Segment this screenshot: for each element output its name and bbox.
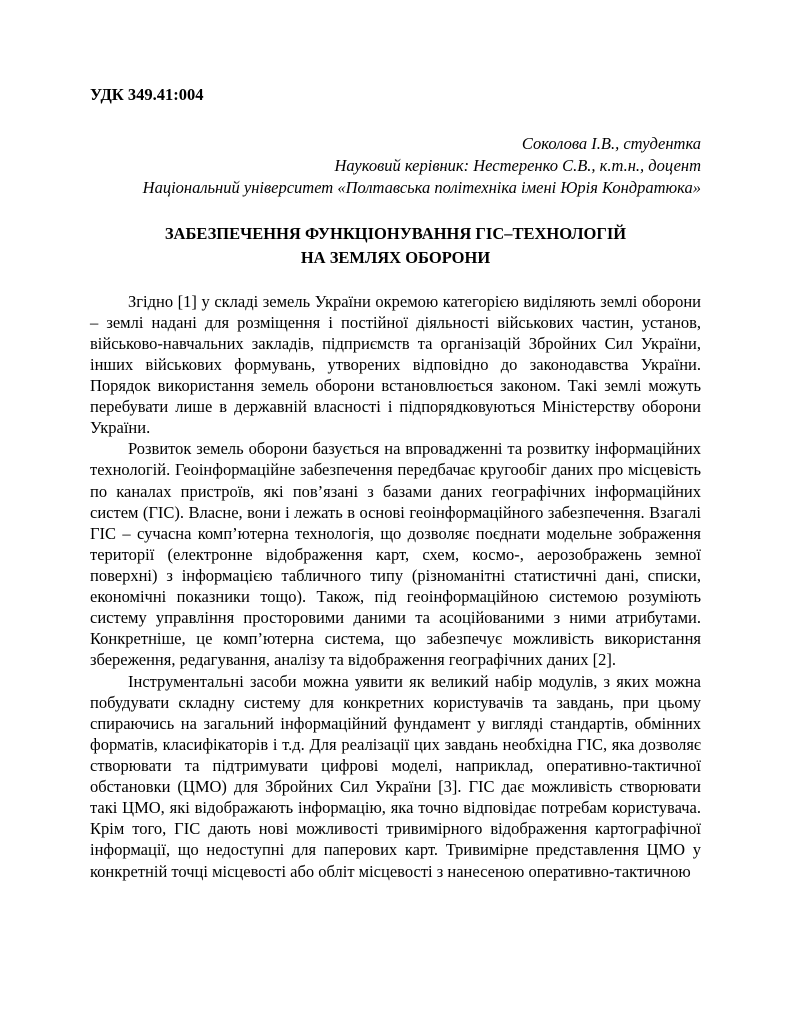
author-block	[90, 133, 701, 198]
paragraph: Згідно [1] у складі земель України окремою категорією виділяють землі оборони – землі надані для розміщення і постійної діяльності військових частин, установ, військово-навчальних закладів, підприємств та організацій Збройних Сил України, інших військових формувань, утворених відповідно до законодавства України. Порядок використання земель оборони встановлюється законом. Такі землі можуть перебувати лише в державній власності і підпорядковуються Міністерству оборони України.	[90, 291, 701, 438]
author-line: Соколова І.В., студентка	[521, 134, 701, 154]
paragraph: Інструментальні засоби можна уявити як великий набір модулів, з яких можна побудувати складну систему для конкретних користувачів та завдань, при цьому спираючись на загальний інформаційний фундамент у вигляді стандартів, обмінних форматів, класифікаторів і т.д. Для реалізації цих завдань необхідна ГІС, яка дозволяє створювати та підтримувати цифрові моделі, наприклад, оперативно-тактичної обстановки (ЦМО) для Збройних Сил України [3]. ГІС дає можливість створювати такі ЦМО, які відображають інформацію, яка точно відповідає потребам користувача. Крім того, ГІС дають нові можливості тривимірного відображення картографічної інформації, що недоступні для паперових карт. Тривимірне представлення ЦМО у конкретній точці місцевості або обліт місцевості з нанесеною оперативно-тактичною	[90, 671, 701, 881]
body-text	[90, 291, 701, 882]
paper-title	[90, 222, 701, 268]
paper-title-line1: ЗАБЕЗПЕЧЕННЯ ФУНКЦІОНУВАННЯ ГІС–ТЕХНОЛОГІЙ	[164, 224, 627, 244]
udc-code: УДК 349.41:004	[90, 85, 204, 104]
author-line: Науковий керівник: Нестеренко С.В., к.т.н., доцент	[334, 155, 701, 175]
author-line: Національний університет «Полтавська політехніка імені Юрія Кондратюка»	[142, 177, 701, 197]
paper-title-line2: НА ЗЕМЛЯХ ОБОРОНИ	[300, 247, 491, 267]
paragraph: Розвиток земель оборони базується на впровадженні та розвитку інформаційних технологій. Геоінформаційне забезпечення передбачає кругообіг даних про місцевість по каналах пристроїв, які пов’язані з базами даних географічних інформаційних систем (ГІС). Власне, вони і лежать в основі геоінформаційного забезпечення. Взагалі ГІС – сучасна комп’ютерна технологія, що дозволяє поєднати модельне зображення території (електронне відображення карт, схем, космо-, аерозображень земної поверхні) з інформацією табличного типу (різноманітні статистичні дані, списки, економічні показники тощо). Також, під геоінформаційною системою розуміють систему управління просторовими даними та асоційованими з ними атрибутами. Конкретніше, це комп’ютерна система, що забезпечує можливість використання збереження, редагування, аналізу та відображення географічних даних [2].	[90, 439, 701, 670]
